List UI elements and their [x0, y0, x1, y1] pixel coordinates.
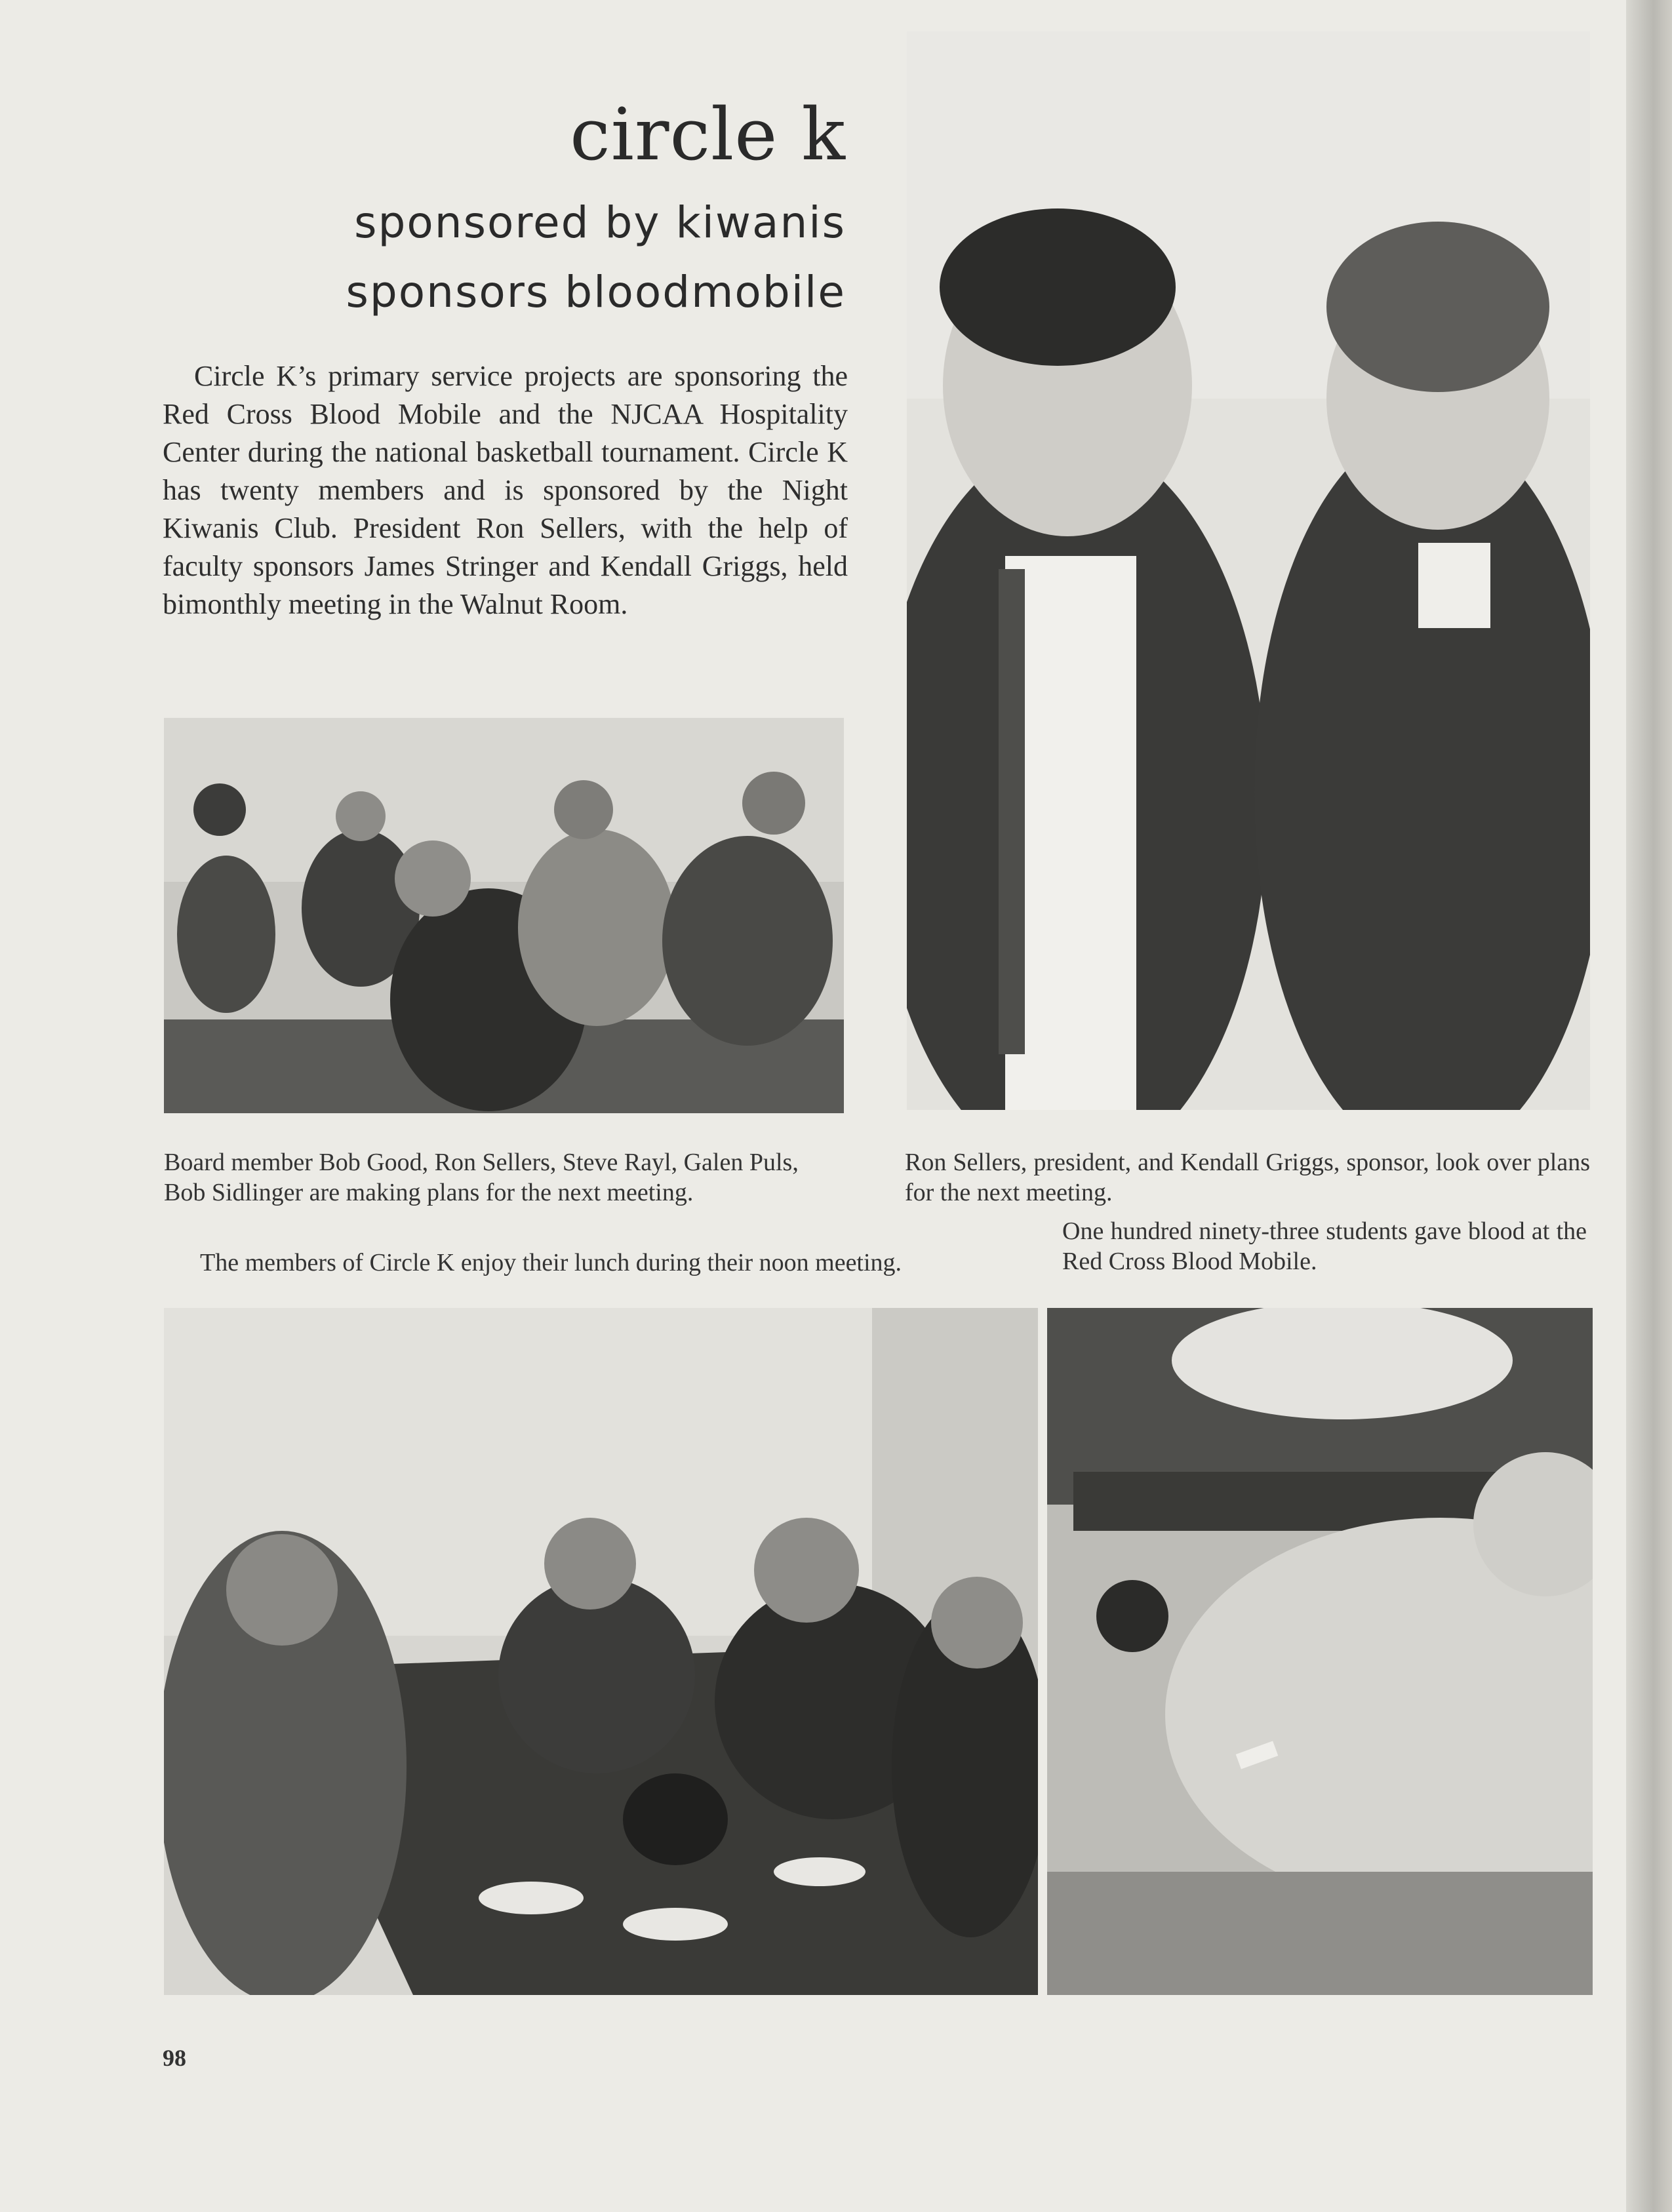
page-number: 98	[163, 2045, 186, 2071]
page-edge-shadow	[1626, 0, 1672, 2212]
blood-mobile-photo	[1047, 1308, 1593, 1995]
board-meeting-photo	[164, 718, 844, 1113]
subtitle-sponsored: sponsored by kiwanis	[354, 197, 846, 248]
lunch-photo	[164, 1308, 1038, 1995]
president-sponsor-photo	[907, 31, 1590, 1110]
intro-paragraph: Circle K’s primary service projects are sponsoring the Red Cross Blood Mobile and the NJCAA Hospitality Center during the national basketball tournament. Circle K has twenty members and is sponsored by the Night Kiwanis Club. President Ron Sellers, with the help of faculty sponsors James Stringer and Kendall Griggs, held bimonthly meeting in the Walnut Room.	[163, 360, 848, 620]
subtitle-bloodmobile: sponsors bloodmobile	[346, 267, 846, 317]
page-title: circle k	[570, 92, 846, 176]
lunch-caption: The members of Circle K enjoy their lunch during their noon meeting.	[200, 1249, 902, 1276]
president-sponsor-caption: Ron Sellers, president, and Kendall Griggs, sponsor, look over plans for the next meeting.	[905, 1149, 1590, 1206]
board-meeting-caption: Board member Bob Good, Ron Sellers, Steve Rayl, Galen Puls, Bob Sidlinger are making plans for the next meeting.	[164, 1149, 799, 1206]
blood-mobile-caption: One hundred ninety-three students gave blood at the Red Cross Blood Mobile.	[1062, 1217, 1587, 1275]
